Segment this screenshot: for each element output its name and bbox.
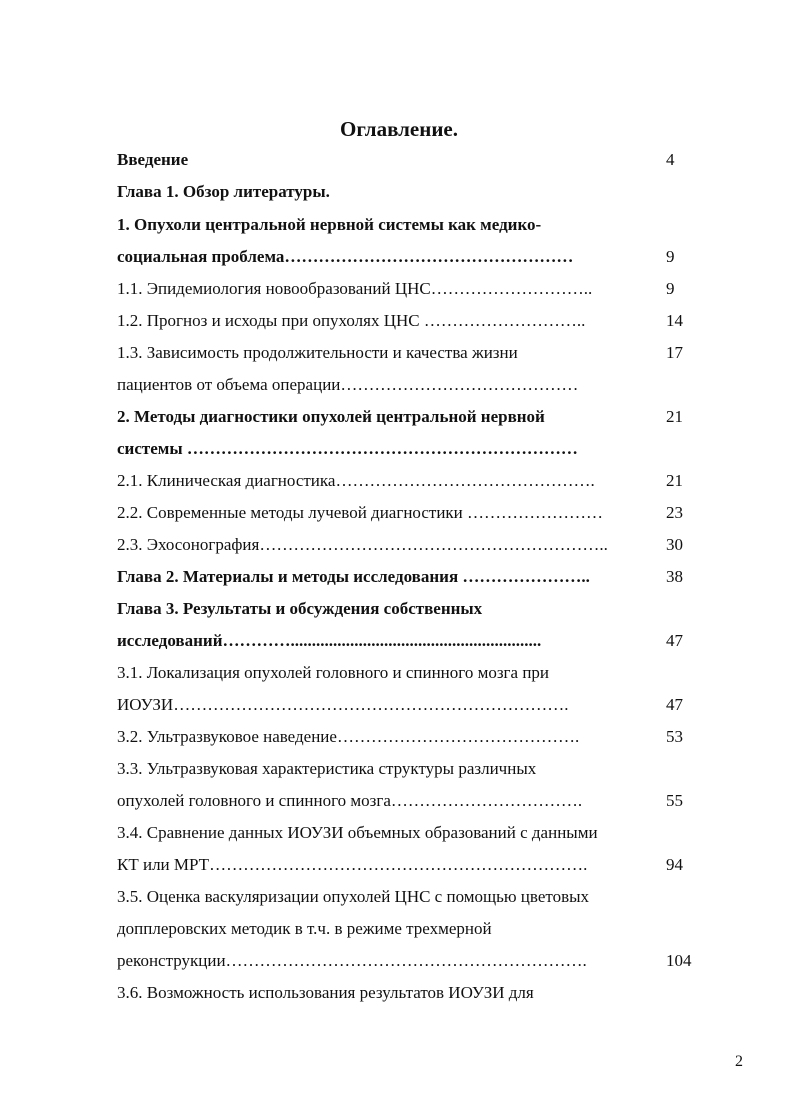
toc-entry-3-6: 3.6. Возможность использования результатов ИОУЗИ для bbox=[117, 983, 534, 1002]
toc-entry-chapter-3-cont: исследований…………........................................................... bbox=[117, 631, 542, 650]
toc-entry-1-3: 1.3. Зависимость продолжительности и качества жизни bbox=[117, 343, 518, 362]
toc-entry-3-4-cont: КТ или МРТ…………………………………………………………. bbox=[117, 855, 588, 874]
toc-page-chapter-2: 38 bbox=[666, 567, 683, 586]
toc-entry-3-5: 3.5. Оценка васкуляризации опухолей ЦНС с помощью цветовых bbox=[117, 887, 590, 906]
toc-page-1-3: 17 bbox=[666, 343, 683, 362]
toc-entry-1-3-cont: пациентов от объема операции…………………………………… bbox=[117, 375, 579, 394]
toc-entry-3-3-cont: опухолей головного и спинного мозга……………………………. bbox=[117, 791, 583, 810]
toc-entry-3-5-cont: допплеровских методик в т.ч. в режиме трехмерной bbox=[117, 919, 492, 938]
toc-page-section-2: 21 bbox=[666, 407, 683, 426]
toc-page-2-3: 30 bbox=[666, 535, 683, 554]
toc-page-2-1: 21 bbox=[666, 471, 683, 490]
toc-entry-introduction: Введение bbox=[117, 150, 189, 169]
toc-entry-1-2: 1.2. Прогноз и исходы при опухолях ЦНС ……………………….. bbox=[117, 311, 586, 330]
toc-page-section-1: 9 bbox=[666, 247, 675, 266]
toc-page-1-2: 14 bbox=[666, 311, 683, 330]
toc-page-3-4: 94 bbox=[666, 855, 683, 874]
toc-page-2-2: 23 bbox=[666, 503, 683, 522]
toc-entry-1-1: 1.1. Эпидемиология новообразований ЦНС……………………….. bbox=[117, 279, 593, 298]
toc-entry-section-2: 2. Методы диагностики опухолей центральной нервной bbox=[117, 407, 545, 426]
toc-page-chapter-3: 47 bbox=[666, 631, 683, 650]
toc-entry-chapter-3: Глава 3. Результаты и обсуждения собственных bbox=[117, 599, 483, 618]
toc-entry-2-1: 2.1. Клиническая диагностика………………………………………. bbox=[117, 471, 595, 490]
toc-entry-2-3: 2.3. Эхосонография…………………………………………………….. bbox=[117, 535, 608, 554]
page-title: Оглавление. bbox=[339, 117, 459, 141]
toc-entry-chapter-2: Глава 2. Материалы и методы исследования ………………….. bbox=[117, 567, 590, 586]
toc-page-3-1: 47 bbox=[666, 695, 683, 714]
toc-page-3-3: 55 bbox=[666, 791, 683, 810]
toc-page-1-1: 9 bbox=[666, 279, 675, 298]
toc-entry-3-3: 3.3. Ультразвуковая характеристика структуры различных bbox=[117, 759, 537, 778]
toc-entry-section-2-cont: системы …………………………………………………………… bbox=[117, 439, 578, 458]
toc-entry-section-1: 1. Опухоли центральной нервной системы как медико- bbox=[117, 215, 542, 234]
toc-entry-chapter-1: Глава 1. Обзор литературы. bbox=[117, 182, 330, 201]
page-number: 2 bbox=[735, 1053, 743, 1070]
toc-page-introduction: 4 bbox=[666, 150, 675, 169]
toc-entry-3-2: 3.2. Ультразвуковое наведение……………………………………. bbox=[117, 727, 580, 746]
toc-entry-3-5-cont-2: реконструкции………………………………………………………. bbox=[117, 951, 587, 970]
toc-entry-2-2: 2.2. Современные методы лучевой диагностики …………………… bbox=[117, 503, 604, 522]
toc-entry-3-1-cont: ИОУЗИ……………………………………………………………. bbox=[117, 695, 569, 714]
toc-entry-3-1: 3.1. Локализация опухолей головного и спинного мозга при bbox=[117, 663, 550, 682]
toc-page-3-5: 104 bbox=[666, 951, 692, 970]
toc-page-3-2: 53 bbox=[666, 727, 683, 746]
toc-entry-section-1-cont: социальная проблема…………………………………………… bbox=[117, 247, 574, 266]
toc-entry-3-4: 3.4. Сравнение данных ИОУЗИ объемных образований с данными bbox=[117, 823, 598, 842]
